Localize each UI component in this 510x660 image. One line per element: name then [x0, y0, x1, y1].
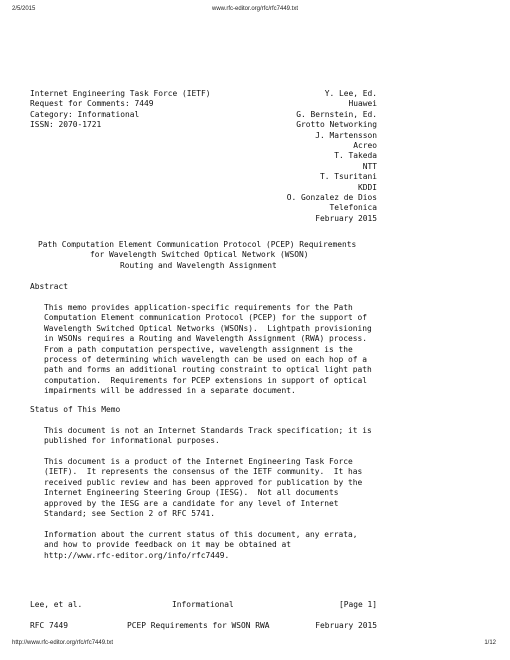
header-right-line: NTT	[362, 161, 377, 171]
status-line: This document is a product of the Internet Engineering Task Force	[44, 457, 353, 466]
abstract-line: process of determining which wavelength can be used on each hop of a	[44, 355, 368, 365]
header-left-line: Request for Comments: 7449	[30, 99, 154, 109]
header-left-line: ISSN: 2070-1721	[30, 120, 102, 130]
status-paragraph-1	[44, 426, 372, 447]
status-line: http://www.rfc-editor.org/info/rfc7449.	[44, 550, 230, 560]
status-heading: Status of This Memo	[30, 405, 121, 414]
document-title	[38, 240, 356, 271]
status-line: published for informational purposes.	[44, 436, 220, 446]
header-right-line: J. Martensson	[315, 130, 377, 140]
abstract-line: Wavelength Switched Optical Networks (WSONs). Lightpath provisioning	[44, 323, 372, 333]
header-right-line: Huawei	[348, 99, 377, 109]
status-line: (IETF). It represents the consensus of the IETF community. It has	[44, 467, 363, 477]
print-page-count: 1/12	[484, 640, 496, 646]
header-right-line: Grotto Networking	[296, 120, 377, 130]
page-footer-page: [Page 1]	[338, 600, 377, 609]
status-paragraph-3	[44, 530, 358, 561]
abstract-line: This memo provides application-specific requirements for the Path	[44, 303, 353, 312]
abstract-line: in WSONs requires a Routing and Wavelength Assignment (RWA) process.	[44, 334, 368, 344]
abstract-body	[44, 303, 372, 397]
print-date: 2/5/2015	[12, 6, 36, 12]
status-line: approved by the IESG are a candidate for any level of Internet	[44, 498, 339, 508]
next-header-title: PCEP Requirements for WSON RWA	[127, 621, 270, 630]
title-line: Path Computation Element Communication Protocol (PCEP) Requirements	[38, 240, 357, 249]
status-line: This document is not an Internet Standards Track specification; it is	[44, 426, 372, 435]
status-line: and how to provide feedback on it may be obtained at	[44, 540, 292, 550]
status-line: Information about the current status of this document, any errata,	[44, 530, 358, 539]
abstract-line: path and forms an additional routing constraint to optical light path	[44, 365, 372, 375]
status-paragraph-2	[44, 457, 362, 519]
status-line: Standard; see Section 2 of RFC 5741.	[44, 509, 216, 519]
page-footer-authors: Lee, et al.	[30, 600, 83, 609]
print-footer-url: http://www.rfc-editor.org/rfc/rfc7449.txt	[12, 640, 114, 646]
header-left-line: Category: Informational	[30, 109, 140, 119]
abstract-heading: Abstract	[30, 282, 69, 291]
status-line: received public review and has been approved for publication by the	[44, 477, 363, 487]
header-right-line: Acreo	[353, 141, 377, 150]
abstract-line: computation. Requirements for PCEP extensions in support of optical	[44, 375, 368, 385]
next-header-date: February 2015	[315, 621, 377, 630]
header-right-line: G. Bernstein, Ed.	[296, 109, 377, 119]
status-line: Internet Engineering Steering Group (IESG). Not all documents	[44, 488, 339, 498]
header-right-line: Y. Lee, Ed.	[324, 89, 377, 98]
header-right-line: February 2015	[315, 213, 377, 223]
page-footer-category: Informational	[172, 600, 234, 609]
abstract-line: From a path computation perspective, wavelength assignment is the	[44, 344, 353, 354]
next-header-rfc: RFC 7449	[30, 621, 69, 630]
header-left-line: Internet Engineering Task Force (IETF)	[30, 89, 211, 98]
header-right-line: T. Tsuritani	[319, 172, 377, 182]
abstract-line: impairments will be addressed in a separate document.	[44, 386, 296, 396]
header-right-line: O. Gonzalez de Dios	[286, 193, 377, 202]
header-right-line: KDDI	[357, 182, 377, 192]
abstract-line: Computation Element communication Protocol (PCEP) for the support of	[44, 313, 368, 323]
print-url: www.rfc-editor.org/rfc/rfc7449.txt	[211, 6, 299, 12]
title-line: Routing and Wavelength Assignment	[120, 260, 277, 270]
header-right-line: T. Takeda	[334, 151, 377, 161]
header-right-line: Telefonica	[329, 203, 377, 213]
title-line: for Wavelength Switched Optical Network (WSON)	[90, 250, 309, 260]
